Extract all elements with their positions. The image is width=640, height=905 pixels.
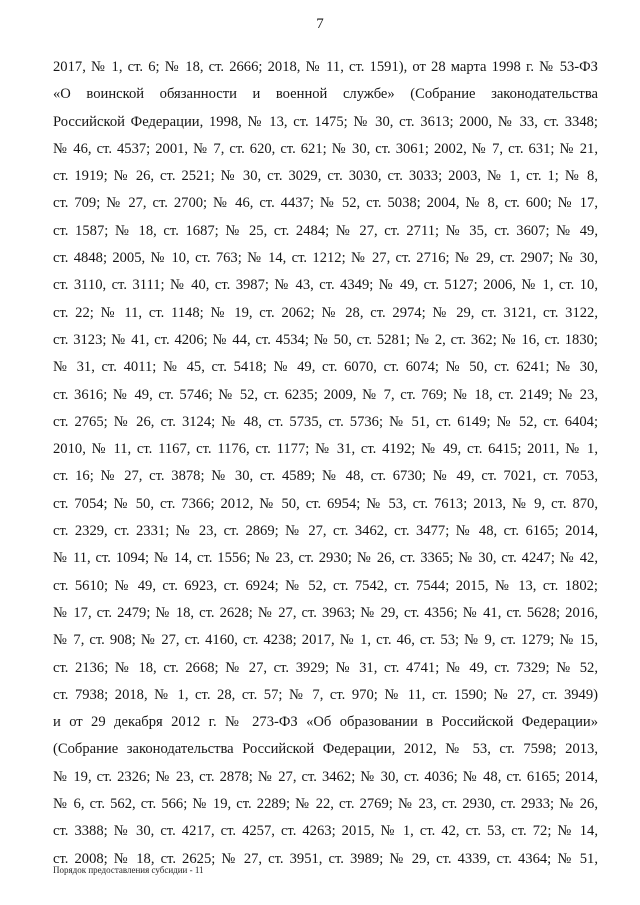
- text-line: ст. 2765; № 26, ст. 3124; № 48, ст. 5735, ст. 5736; № 51, ст. 6149; № 52, ст. 6404;: [53, 413, 598, 430]
- text-line: № 6, ст. 562, ст. 566; № 19, ст. 2289; № 22, ст. 2769; № 23, ст. 2930, ст. 2933; № 26,: [53, 796, 598, 813]
- text-line: и от 29 декабря 2012 г. № 273-ФЗ «Об образовании в Российской Федерации»: [53, 714, 598, 731]
- text-line: ст. 3110, ст. 3111; № 40, ст. 3987; № 43, ст. 4349; № 49, ст. 5127; 2006, № 1, ст. 10,: [53, 277, 598, 294]
- text-line: ст. 1919; № 26, ст. 2521; № 30, ст. 3029, ст. 3030, ст. 3033; 2003, № 1, ст. 1; № 8,: [53, 168, 598, 185]
- text-line: ст. 16; № 27, ст. 3878; № 30, ст. 4589; № 48, ст. 6730; № 49, ст. 7021, ст. 7053,: [53, 468, 598, 485]
- text-line: ст. 3123; № 41, ст. 4206; № 44, ст. 4534; № 50, ст. 5281; № 2, ст. 362; № 16, ст. 1830;: [53, 331, 598, 348]
- text-line: ст. 7938; 2018, № 1, ст. 28, ст. 57; № 7, ст. 970; № 11, ст. 1590; № 27, ст. 3949): [53, 686, 598, 703]
- text-line: ст. 4848; 2005, № 10, ст. 763; № 14, ст. 1212; № 27, ст. 2716; № 29, ст. 2907; № 30,: [53, 250, 598, 267]
- text-line: № 7, ст. 908; № 27, ст. 4160, ст. 4238; 2017, № 1, ст. 46, ст. 53; № 9, ст. 1279; № 15,: [53, 632, 598, 649]
- text-line: № 17, ст. 2479; № 18, ст. 2628; № 27, ст. 3963; № 29, ст. 4356; № 41, ст. 5628; 2016,: [53, 604, 598, 621]
- text-line: ст. 7054; № 50, ст. 7366; 2012, № 50, ст. 6954; № 53, ст. 7613; 2013, № 9, ст. 870,: [53, 495, 598, 512]
- text-line: 2017, № 1, ст. 6; № 18, ст. 2666; 2018, № 11, ст. 1591), от 28 марта 1998 г. № 53-ФЗ: [53, 59, 598, 75]
- page-number: 7: [316, 16, 324, 32]
- text-line: 2010, № 11, ст. 1167, ст. 1176, ст. 1177; № 31, ст. 4192; № 49, ст. 6415; 2011, № 1,: [53, 441, 598, 458]
- text-line: ст. 3388; № 30, ст. 4217, ст. 4257, ст. 4263; 2015, № 1, ст. 42, ст. 53, ст. 72; № 14,: [53, 823, 598, 840]
- page-footer: Порядок предоставления субсидии - 11: [53, 865, 204, 875]
- text-line: ст. 709; № 27, ст. 2700; № 46, ст. 4437; № 52, ст. 5038; 2004, № 8, ст. 600; № 17,: [53, 195, 598, 212]
- text-line: № 19, ст. 2326; № 23, ст. 2878; № 27, ст. 3462; № 30, ст. 4036; № 48, ст. 6165; 2014,: [53, 768, 598, 785]
- body-text: [53, 54, 598, 873]
- text-line: ст. 3616; № 49, ст. 5746; № 52, ст. 6235; 2009, № 7, ст. 769; № 18, ст. 2149; № 23,: [53, 386, 598, 403]
- text-line: № 31, ст. 4011; № 45, ст. 5418; № 49, ст. 6070, ст. 6074; № 50, ст. 6241; № 30,: [53, 359, 598, 376]
- text-line: ст. 1587; № 18, ст. 1687; № 25, ст. 2484; № 27, ст. 2711; № 35, ст. 3607; № 49,: [53, 222, 598, 239]
- text-line: ст. 22; № 11, ст. 1148; № 19, ст. 2062; № 28, ст. 2974; № 29, ст. 3121, ст. 3122,: [53, 304, 598, 321]
- text-line: ст. 5610; № 49, ст. 6923, ст. 6924; № 52, ст. 7542, ст. 7544; 2015, № 13, ст. 1802;: [53, 577, 598, 594]
- text-line: ст. 2136; № 18, ст. 2668; № 27, ст. 3929; № 31, ст. 4741; № 49, ст. 7329; № 52,: [53, 659, 598, 676]
- text-line: № 11, ст. 1094; № 14, ст. 1556; № 23, ст. 2930; № 26, ст. 3365; № 30, ст. 4247; № 42,: [53, 550, 598, 567]
- text-line: ст. 2329, ст. 2331; № 23, ст. 2869; № 27, ст. 3462, ст. 3477; № 48, ст. 6165; 2014,: [53, 523, 598, 540]
- text-line: (Собрание законодательства Российской Федерации, 2012, № 53, ст. 7598; 2013,: [53, 741, 598, 758]
- text-line: № 46, ст. 4537; 2001, № 7, ст. 620, ст. 621; № 30, ст. 3061; 2002, № 7, ст. 631; № 21,: [53, 140, 598, 157]
- text-line: ст. 2008; № 18, ст. 2625; № 27, ст. 3951, ст. 3989; № 29, ст. 4339, ст. 4364; № 51,: [53, 850, 598, 867]
- text-line: Российской Федерации, 1998, № 13, ст. 1475; № 30, ст. 3613; 2000, № 33, ст. 3348;: [53, 113, 598, 130]
- text-line: «О воинской обязанности и военной службе» (Собрание законодательства: [53, 86, 598, 103]
